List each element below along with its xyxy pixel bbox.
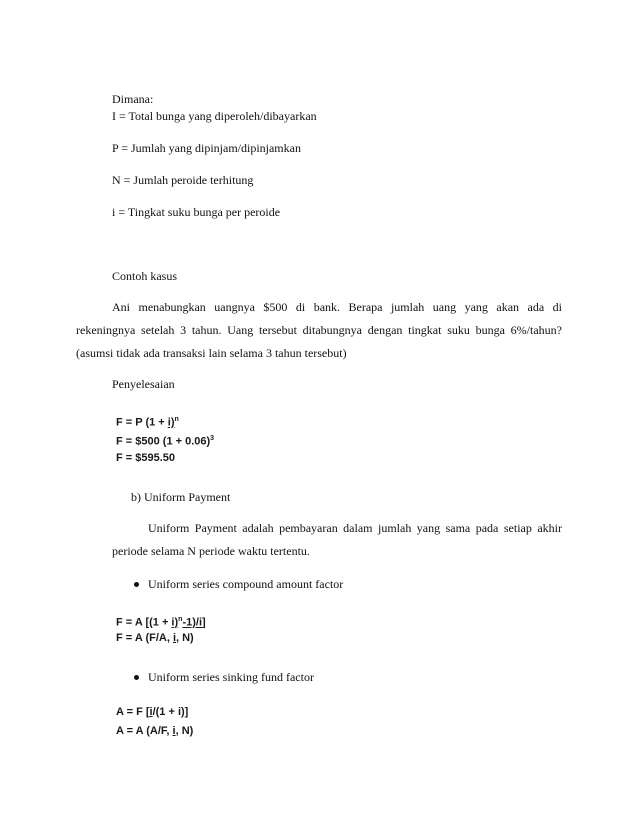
case-paragraph-line: Ani menabungkan uangnya $500 di bank. Berapa jumlah uang yang akan ada di bbox=[112, 300, 562, 314]
case-paragraph-line: rekeningnya setelah 3 tahun. Uang tersebut ditabungnya dengan tingkat suku bunga 6%/tahun? bbox=[76, 323, 562, 337]
definitions-header: Dimana: bbox=[112, 92, 154, 106]
formula-exponent: 3 bbox=[210, 435, 215, 442]
formula-text: A = F [ bbox=[116, 706, 150, 718]
formula-text: ] bbox=[202, 616, 206, 629]
formula-line bbox=[116, 413, 179, 430]
uniform-paragraph-line: Uniform Payment adalah pembayaran dalam jumlah yang sama pada setiap akhir bbox=[148, 521, 562, 535]
formula-text: F = A [(1 + bbox=[116, 616, 172, 629]
formula-text: /(1 + i)] bbox=[152, 706, 189, 718]
definition-item: i = Tingkat suku bunga per peroide bbox=[112, 205, 281, 219]
formula-line: F = $595.50 bbox=[116, 452, 176, 464]
definition-item: P = Jumlah yang dipinjam/dipinjamkan bbox=[112, 141, 301, 155]
solution-label: Penyelesaian bbox=[112, 377, 175, 391]
formula-text: i bbox=[198, 616, 202, 629]
bullet-icon bbox=[134, 675, 139, 680]
formula-text: F = A (F/A, bbox=[116, 632, 173, 644]
definition-item: N = Jumlah peroide terhitung bbox=[112, 173, 254, 187]
uniform-paragraph-line: periode selama N periode waktu tertentu. bbox=[112, 544, 310, 558]
bullet-icon bbox=[134, 582, 139, 587]
bullet-item: Uniform series compound amount factor bbox=[148, 577, 344, 591]
section-heading: b) Uniform Payment bbox=[131, 490, 231, 504]
formula-line bbox=[116, 725, 193, 738]
formula-exponent: n bbox=[174, 416, 179, 423]
case-title: Contoh kasus bbox=[112, 269, 178, 283]
formula-text: i bbox=[149, 706, 153, 718]
case-paragraph-line: (asumsi tidak ada transaksi lain selama 3 tahun tersebut) bbox=[76, 346, 347, 360]
formula-line bbox=[116, 432, 214, 449]
formula-text: i bbox=[172, 725, 176, 737]
formula-text: A = A (A/F, bbox=[116, 725, 173, 737]
formula-text: , N) bbox=[175, 725, 194, 737]
formula-text: -1)/ bbox=[182, 616, 199, 629]
formula-text: i) bbox=[171, 616, 179, 629]
definition-item: I = Total bunga yang diperoleh/dibayarkan bbox=[112, 109, 317, 123]
formula-text: , N) bbox=[176, 632, 194, 644]
formula-line bbox=[116, 613, 206, 630]
bullet-item: Uniform series sinking fund factor bbox=[148, 670, 314, 684]
formula-line bbox=[116, 706, 188, 719]
formula-line bbox=[116, 632, 194, 645]
formula-exponent: n bbox=[178, 616, 183, 623]
formula-text: F = P (1 + bbox=[116, 416, 168, 429]
formula-text: i) bbox=[167, 416, 175, 429]
formula-text: i bbox=[172, 632, 176, 644]
formula-text: F = $500 (1 + 0.06) bbox=[116, 435, 211, 448]
